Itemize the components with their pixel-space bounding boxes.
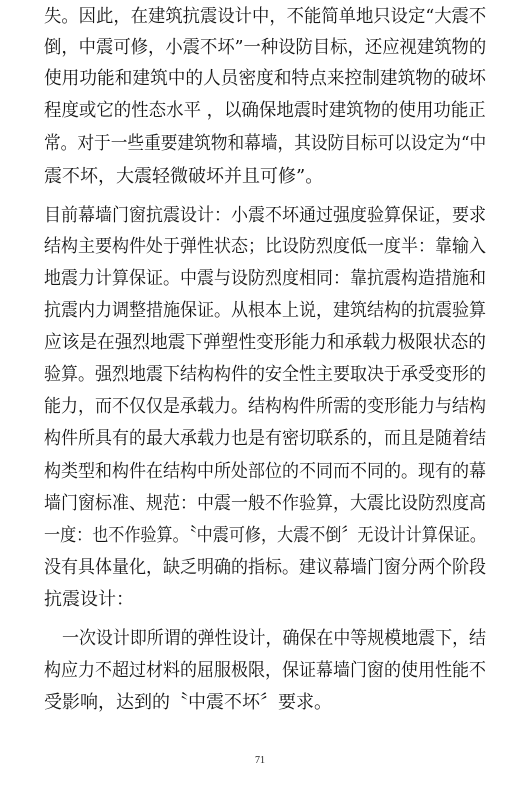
text-line: 墙门窗标准、规范：中震一般不作验算，大震比设防烈度高	[44, 493, 486, 514]
text-line: 没有具体量化，缺乏明确的指标。建议幕墙门窗分两个阶段	[44, 557, 486, 578]
text-line: 一次设计即所谓的弹性设计，确保在中等规模地震下，结	[62, 628, 486, 649]
text-line: 倒，中震可修，小震不坏”一种设防目标，还应视建筑物的	[44, 37, 487, 58]
text-line: 抗震设计：	[44, 589, 134, 610]
text-line: 地震力计算保证。中震与设防烈度相同：靠抗震构造措施和	[44, 268, 486, 289]
text-line: 震不坏，大震轻微破坏并且可修”。	[44, 166, 324, 187]
text-line: 常。对于一些重要建筑物和幕墙，其设防目标可以设定为“中	[44, 133, 487, 154]
text-line: 使用功能和建筑中的人员密度和特点来控制建筑物的破坏	[44, 68, 486, 89]
text-line: 抗震内力调整措施保证。从根本上说，建筑结构的抗震验算	[44, 300, 486, 321]
text-line: 失。因此，在建筑抗震设计中，不能简单地只设定“大震不	[44, 6, 487, 27]
text-line: 构应力不超过材料的屈服极限，保证幕墙门窗的使用性能不	[44, 660, 486, 681]
text-line: 能力，而不仅仅是承载力。结构构件所需的变形能力与结构	[44, 396, 486, 417]
page-number: 71	[255, 755, 265, 766]
text-line: 验算。强烈地震下结构构件的安全性主要取决于承受变形的	[44, 364, 486, 385]
text-line: 目前幕墙门窗抗震设计：小震不坏通过强度验算保证，要求	[44, 205, 486, 226]
text-line: 受影响，达到的〝中震不坏〞要求。	[44, 692, 332, 713]
text-line: 构类型和构件在结构中所处部位的不同而不同的。现有的幕	[44, 461, 486, 482]
text-line: 构件所具有的最大承载力也是有密切联系的，而且是随着结	[44, 428, 486, 449]
text-line: 程度或它的性态水平 ，以确保地震时建筑物的使用功能正	[44, 100, 486, 121]
text-line: 一度：也不作验算。〝中震可修，大震不倒〞无设计计算保证。	[44, 525, 486, 546]
text-line: 应该是在强烈地震下弹塑性变形能力和承载力极限状态的	[44, 332, 486, 353]
text-line: 结构主要构件处于弹性状态；比设防烈度低一度半：靠输入	[44, 236, 486, 257]
